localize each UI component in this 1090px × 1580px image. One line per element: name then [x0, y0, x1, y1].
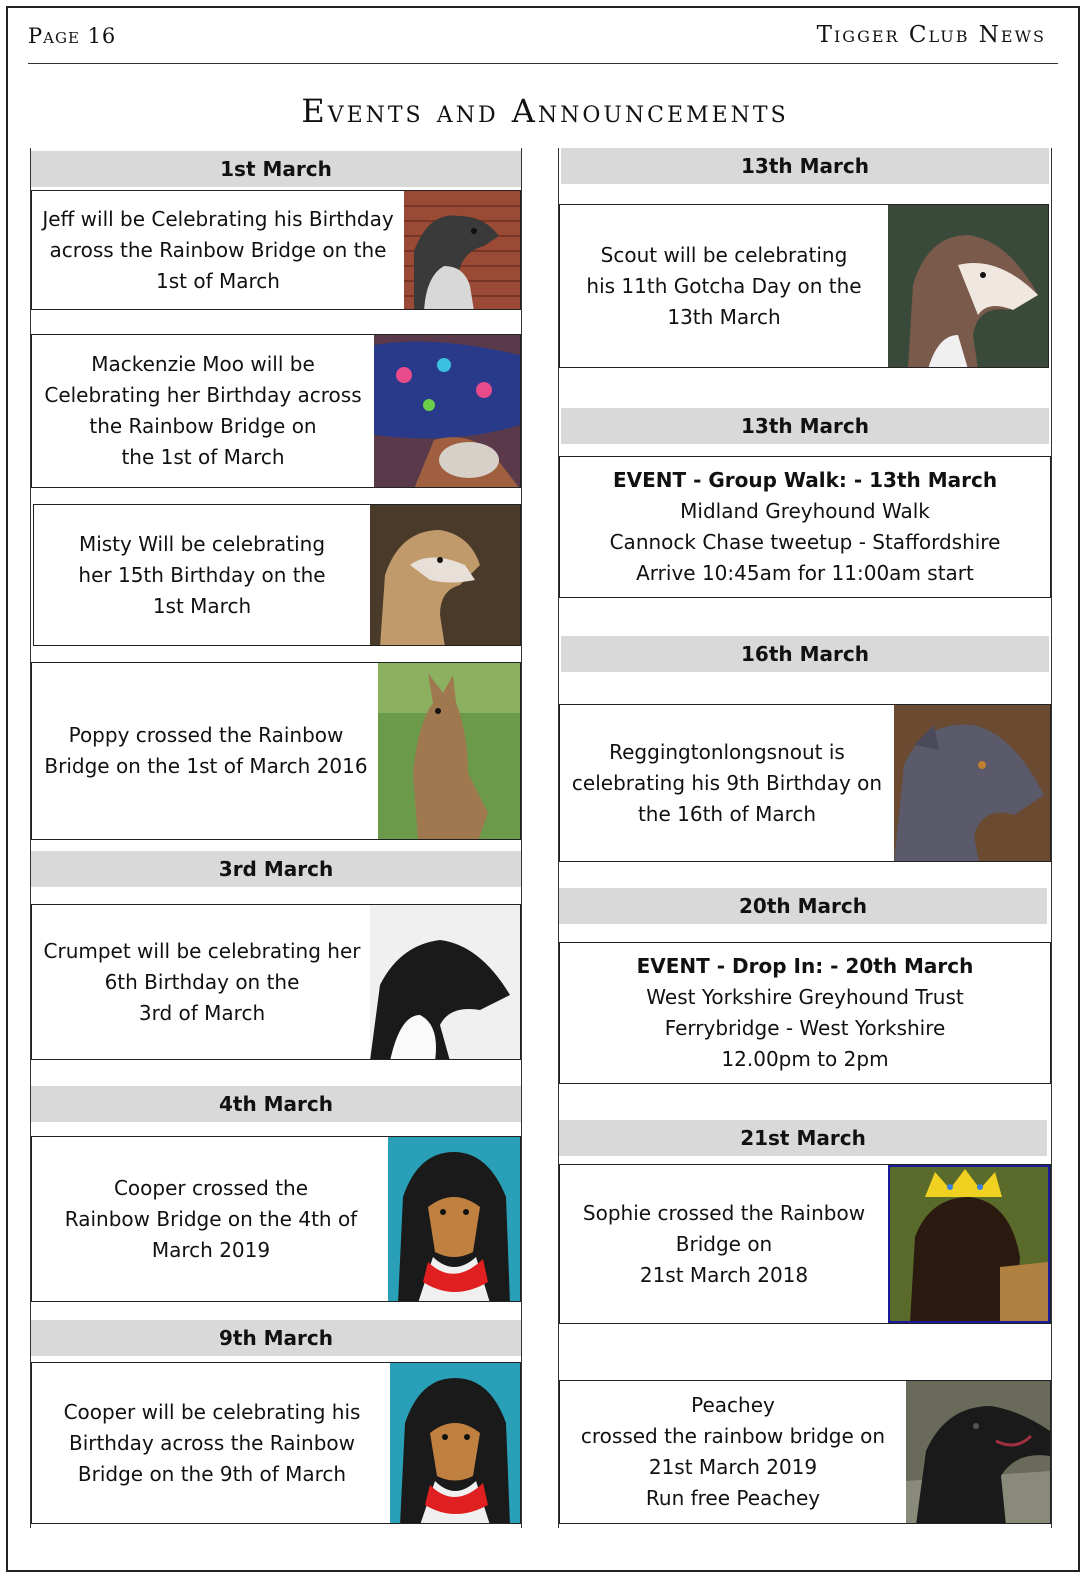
announcement-text: Peachey crossed the rainbow bridge on 21st March 2019 Run free Peachey [580, 1393, 886, 1510]
date-header: 13th March [561, 408, 1049, 444]
date-header: 4th March [31, 1086, 521, 1122]
date-header: 16th March [561, 636, 1049, 672]
event-details [560, 457, 1050, 597]
event-line: Ferrybridge - West Yorkshire [664, 1016, 946, 1040]
announcement-text: Sophie crossed the Rainbow Bridge on 21st March 2018 [582, 1200, 866, 1287]
announcement-card [31, 334, 521, 488]
dog-photo-reggington [894, 705, 1050, 861]
date-header: 13th March [561, 148, 1049, 184]
date-header: 21st March [559, 1120, 1047, 1156]
dog-photo-crumpet [370, 905, 520, 1059]
dog-photo-poppy [378, 663, 520, 839]
announcement-text: Reggingtonlongsnout is celebrating his 9th Birthday on the 16th of March [571, 739, 883, 826]
dog-photo-mackenzie [374, 335, 520, 487]
left-column [30, 148, 522, 1528]
announcement-text: Scout will be celebrating his 11th Gotcha Day on the 13th March [586, 242, 862, 329]
event-card [559, 942, 1051, 1084]
event-card [559, 456, 1051, 598]
event-line: Cannock Chase tweetup - Staffordshire [609, 530, 1001, 554]
event-line: Arrive 10:45am for 11:00am start [636, 561, 974, 585]
announcement-card [33, 504, 521, 646]
event-heading: EVENT - Group Walk: - 13th March [612, 468, 998, 492]
announcement-card [31, 1136, 521, 1302]
page-header [28, 20, 1058, 64]
announcement-text: Mackenzie Moo will be Celebrating her Birthday across the Rainbow Bridge on the 1st of March [44, 352, 362, 469]
announcement-card [559, 1380, 1051, 1524]
dog-photo-peachey [906, 1381, 1050, 1523]
dog-photo-misty [370, 505, 520, 645]
announcement-card [31, 662, 521, 840]
announcement-card [559, 704, 1051, 862]
announcement-text: Crumpet will be celebrating her 6th Birthday on the 3rd of March [43, 938, 361, 1025]
announcement-text: Misty Will be celebrating her 15th Birthday on the 1st March [78, 531, 326, 618]
event-details [560, 943, 1050, 1083]
event-line: 12.00pm to 2pm [721, 1047, 889, 1071]
date-header: 1st March [31, 151, 521, 187]
announcement-text: Poppy crossed the Rainbow Bridge on the 1st of March 2016 [44, 723, 368, 778]
announcement-card [31, 190, 521, 310]
event-line: West Yorkshire Greyhound Trust [646, 985, 964, 1009]
announcement-text: Cooper will be celebrating his Birthday across the Rainbow Bridge on the 9th of March [63, 1399, 361, 1486]
newsletter-name: Tigger Club News [816, 22, 1046, 48]
right-column [558, 148, 1052, 1528]
date-header: 20th March [559, 888, 1047, 924]
dog-photo-scout [888, 205, 1048, 367]
announcement-card [31, 904, 521, 1060]
dog-photo-cooper [388, 1137, 520, 1301]
dog-photo-sophie [888, 1165, 1050, 1323]
event-heading: EVENT - Drop In: - 20th March [636, 954, 974, 978]
announcement-text: Jeff will be Celebrating his Birthday across the Rainbow Bridge on the 1st of March [42, 206, 394, 293]
announcement-card [31, 1362, 521, 1524]
event-line: Midland Greyhound Walk [680, 499, 930, 523]
date-header: 3rd March [31, 851, 521, 887]
date-header: 9th March [31, 1320, 521, 1356]
announcement-card [559, 204, 1049, 368]
announcement-card [559, 1164, 1051, 1324]
page-number: Page 16 [28, 24, 117, 48]
announcement-text: Cooper crossed the Rainbow Bridge on the 4th of March 2019 [64, 1175, 358, 1262]
page-title: Events and Announcements [301, 92, 789, 130]
dog-photo-jeff [404, 191, 520, 309]
dog-photo-cooper [390, 1363, 520, 1523]
